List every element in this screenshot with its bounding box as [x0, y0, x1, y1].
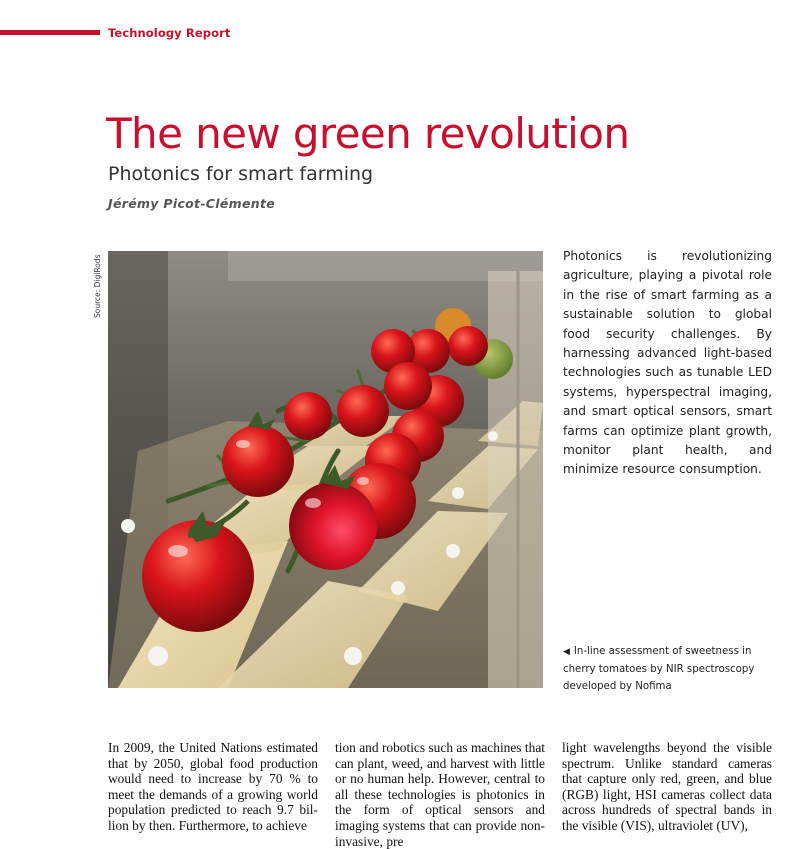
article-abstract: Photonics is revolutionizing agriculture, playing a pivotal role in the rise of smart farming as a sustainable solution to global food security challenges. By harnessing advanced light-based technologies such as tunable LED systems, hyperspectral imaging, and smart optical sensors, smart farms can optimize plant growth, monitor plant health, and minimize resource consumption.: [563, 249, 772, 477]
photo-source-credit: Source: DigiRods: [93, 254, 102, 318]
body-column-1: In 2009, the United Nations estimated that by 2050, global food production would need to increase by 70 % to meet the demands of a growing world population predicted to reach 9.7 billion by then. Furthermore, to achieve: [108, 740, 318, 833]
body-column-2: tion and robotics such as machines that can plant, weed, and harvest with little or no human help. However, central to all these technologies is photonics in the form of optical sensors and imaging systems that can provide non-invasive, pre: [335, 740, 545, 849]
figure-caption-text: In-line assessment of sweetness in cherry tomatoes by NIR spectroscopy developed by Nofima: [563, 646, 755, 692]
header-accent-bar: [0, 30, 100, 35]
body-column-3: light wavelengths beyond the visible spectrum. Unlike standard cameras that capture only red, green, and blue (RGB) light, HSI cameras collect data across hundreds of spectral bands in the visible (VIS), ultraviolet (UV),: [562, 740, 772, 833]
section-label: Technology Report: [108, 26, 231, 40]
tomato-conveyor-photo: [108, 251, 543, 688]
figure-caption: [563, 643, 778, 695]
article-title: The new green revolution: [106, 109, 630, 158]
article-author: Jérémy Picot-Clémente: [108, 196, 275, 211]
article-subtitle: Photonics for smart farming: [108, 163, 374, 185]
caption-arrow-icon: ◀: [563, 647, 570, 657]
